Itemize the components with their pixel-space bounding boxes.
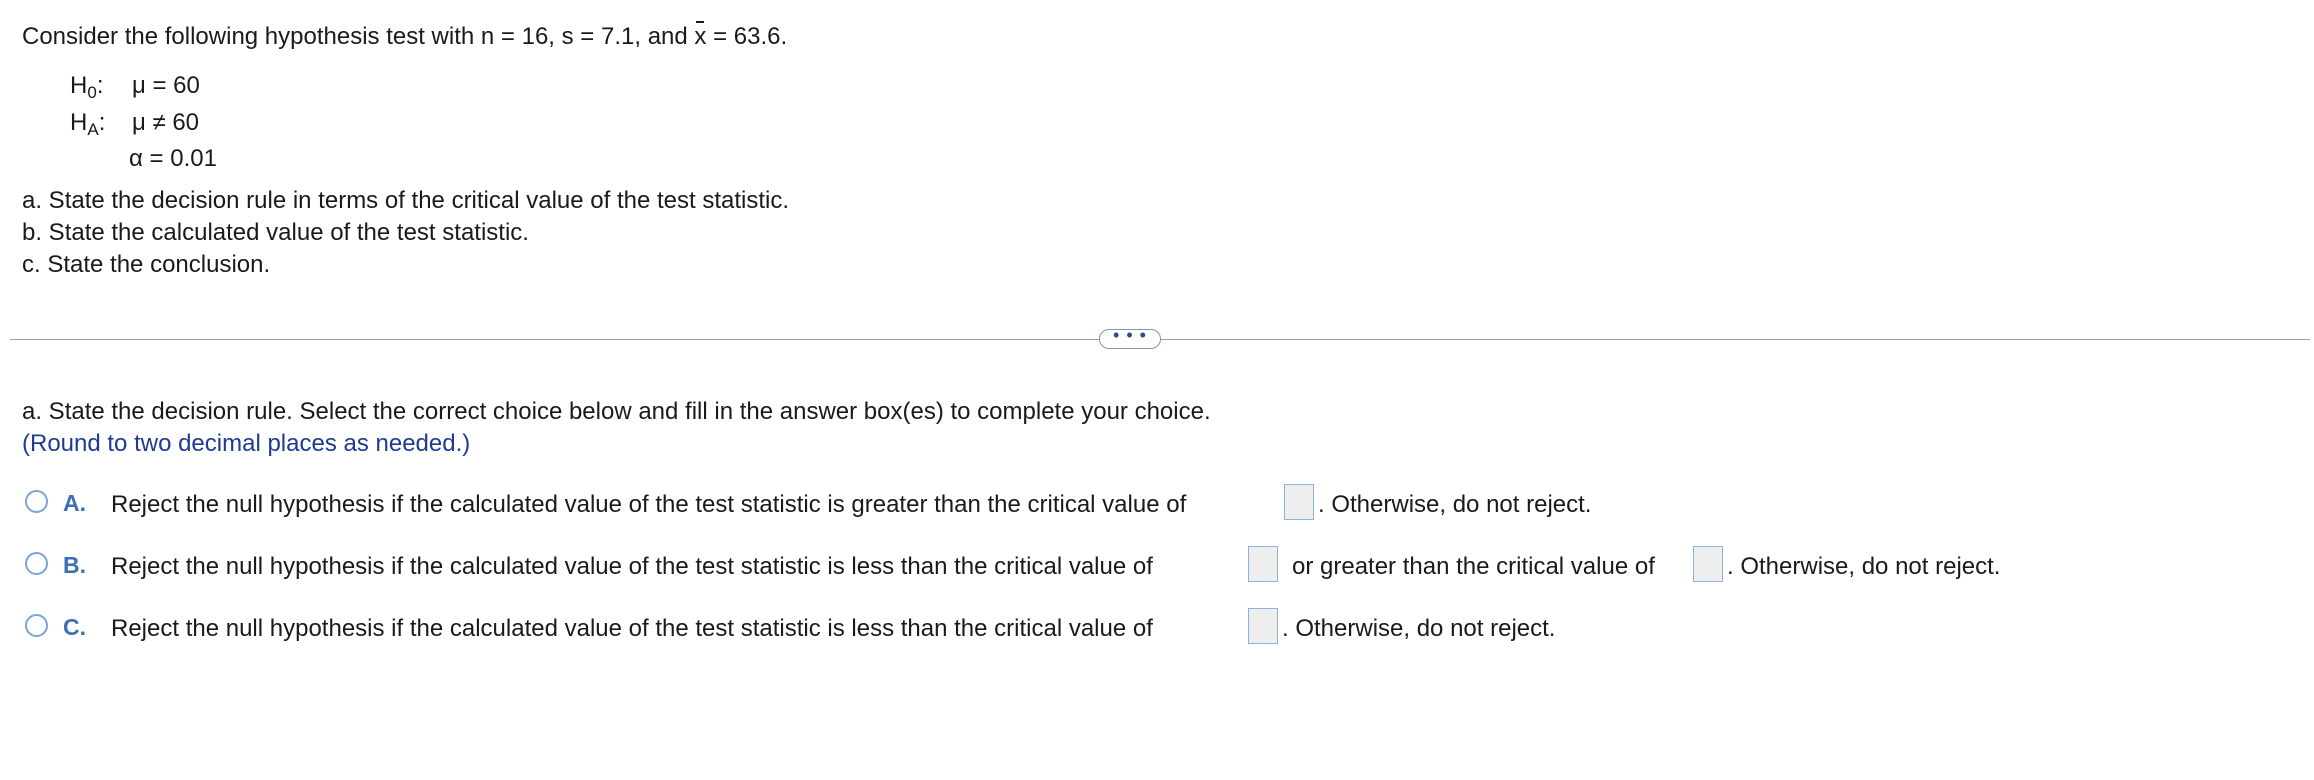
choice-b-text-after[interactable]: . Otherwise, do not reject. xyxy=(1727,553,2001,580)
task-a: a. State the decision rule in terms of the critical value of the test statistic. xyxy=(22,187,790,214)
alternative-hypothesis-colon: : xyxy=(98,109,106,136)
problem-intro-prefix: Consider the following hypothesis test with n = 16, s = 7.1, and xyxy=(22,23,695,50)
null-hypothesis-value: μ = 60 xyxy=(132,72,200,99)
part-a-instruction: a. State the decision rule. Select the correct choice below and fill in the answer box(es) to complete your choice. xyxy=(22,398,1211,425)
problem-intro-suffix: = 63.6. xyxy=(706,23,788,50)
choice-b-letter[interactable]: B. xyxy=(63,552,86,578)
sample-mean-symbol: x xyxy=(694,23,707,50)
choice-b-answer-box-upper[interactable] xyxy=(1693,546,1723,582)
null-hypothesis-label xyxy=(70,74,103,101)
task-c: c. State the conclusion. xyxy=(22,251,271,278)
choice-a-text-after[interactable]: . Otherwise, do not reject. xyxy=(1318,491,1592,518)
alternative-hypothesis-value: μ ≠ 60 xyxy=(132,109,200,136)
choice-b-text-middle[interactable]: or greater than the critical value of xyxy=(1292,553,1655,580)
choice-c-text[interactable]: Reject the null hypothesis if the calculated value of the test statistic is less than the critical value of xyxy=(111,615,1153,642)
task-b: b. State the calculated value of the test statistic. xyxy=(22,219,529,246)
choice-c-text-after[interactable]: . Otherwise, do not reject. xyxy=(1282,615,1556,642)
choice-b-radio[interactable] xyxy=(25,552,48,575)
expand-button[interactable]: • • • xyxy=(1099,329,1161,349)
choice-a-letter[interactable]: A. xyxy=(63,490,86,516)
null-hypothesis-colon: : xyxy=(96,72,104,99)
problem-statement xyxy=(22,25,787,49)
alternative-hypothesis-subscript: A xyxy=(87,120,99,139)
rounding-note: (Round to two decimal places as needed.) xyxy=(22,430,471,457)
choice-c-letter[interactable]: C. xyxy=(63,614,86,640)
choice-a-answer-box[interactable] xyxy=(1284,484,1314,520)
choice-a-text[interactable]: Reject the null hypothesis if the calculated value of the test statistic is greater than the critical value of xyxy=(111,491,1187,518)
significance-level: α = 0.01 xyxy=(129,145,217,172)
choice-c-radio[interactable] xyxy=(25,614,48,637)
alternative-hypothesis-label xyxy=(70,111,105,138)
null-hypothesis-subscript: 0 xyxy=(87,83,97,102)
choice-b-text[interactable]: Reject the null hypothesis if the calculated value of the test statistic is less than the critical value of xyxy=(111,553,1153,580)
choice-a-radio[interactable] xyxy=(25,490,48,513)
alternative-hypothesis-letter: H xyxy=(70,109,88,136)
choice-b-answer-box-lower[interactable] xyxy=(1248,546,1278,582)
choice-c-answer-box[interactable] xyxy=(1248,608,1278,644)
null-hypothesis-letter: H xyxy=(70,72,88,99)
